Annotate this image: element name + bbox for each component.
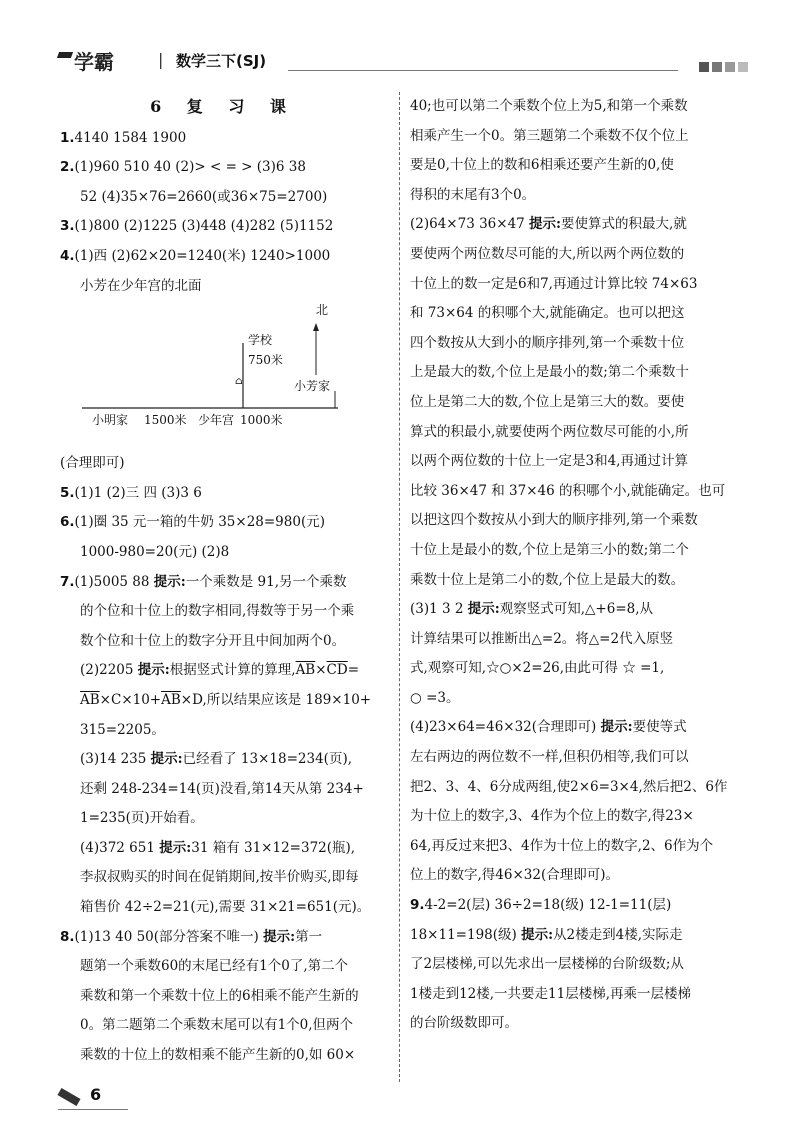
distance-1500-label: 1500米 <box>144 413 187 428</box>
answer-8-2: (2)64×73 36×47 提示:要使算式的积最大,就 <box>410 216 687 233</box>
answer-6: 6.(1)圈 35 元一箱的牛奶 35×28=980(元) <box>60 514 325 531</box>
youth-palace-label: 少年宫 <box>198 413 235 428</box>
answer-8-2-cont: 比较 36×47 和 37×46 的积哪个小,就能确定。也可 <box>410 482 726 499</box>
answer-7-3-cont: 1=235(页)开始看。 <box>80 810 204 827</box>
answer-9-cont: 的台阶级数即可。 <box>410 1015 518 1032</box>
page-number: 6 <box>90 1085 102 1104</box>
brand-logo: 学霸 <box>58 46 114 75</box>
answer-8-1-cont: 相乘产生一个0。第三题第二个乘数不仅个位上 <box>410 127 689 144</box>
left-column <box>60 92 386 1071</box>
answer-8-1-cont: 乘数和第一个乘数十位上的6相乘不能产生新的 <box>80 987 359 1004</box>
answer-7-4-cont: 箱售价 42÷2=21(元),需要 31×21=651(元)。 <box>80 899 371 916</box>
answer-8-4-cont: 左右两边的两位数不一样,但积仍相等,我们可以 <box>410 749 689 766</box>
answer-7-2-cont: 315=2205。 <box>80 721 165 738</box>
book-title: 数学三下(SJ) <box>176 52 267 70</box>
answer-8-3-cont: 式,观察可知,☆○×2=26,由此可得 ☆ =1, <box>410 660 665 677</box>
youth-palace-icon: ⌂ <box>235 376 243 388</box>
answer-7-3: (3)14 235 提示:已经看了 13×18=234(页), <box>80 751 353 768</box>
answer-8-4-cont: 64,再反过来把3、4作为十位上的数字,2、6作为个 <box>410 837 714 854</box>
answer-8-2-cont: 以两个两位数的十位上一定是3和4,再通过计算 <box>410 453 688 470</box>
answer-8-4-cont: 为十位上的数字,3、4作为个位上的数字,得23× <box>410 808 694 825</box>
distance-1000-label: 1000米 <box>240 413 283 428</box>
header-separator: | <box>158 50 164 69</box>
header-squares-decoration <box>699 62 748 72</box>
answer-8-1-cont: 要是0,十位上的数和6相乘还要产生新的0,使 <box>410 157 674 174</box>
school-label: 学校 <box>248 333 273 348</box>
answer-9-cont: 了2层楼梯,可以先求出一层楼梯的台阶级数;从 <box>410 956 684 973</box>
answer-6-cont: 1000-980=20(元) (2)8 <box>80 543 230 560</box>
answer-8-1-cont: 40;也可以第二个乘数个位上为5,和第一个乘数 <box>410 98 688 114</box>
answer-8-1-cont: 乘数的十位上的数相乘不能产生新的0,如 60× <box>80 1047 356 1064</box>
answer-8-4-cont: 把2、3、4、6分成两组,使2×6=3×4,然后把2、6作 <box>410 778 728 795</box>
answer-8-2-cont: 算式的积最小,就要使两个两位数尽可能的小,所 <box>410 423 689 440</box>
answer-1: 1.4140 1584 1900 <box>60 129 187 146</box>
answer-8-4-cont: 位上的数字,得46×32(合理即可)。 <box>410 867 619 884</box>
answer-7-3-cont: 还剩 248-234=14(页)没看,第14天从第 234+ <box>80 780 364 797</box>
answer-7-1: 7.(1)5005 88 提示:一个乘数是 91,另一个乘数 <box>60 573 347 590</box>
xiaoming-home-label: 小明家 <box>92 413 129 428</box>
answer-7-2-cont: $\overline{AB}\times C\times 10+\overline{AB}\times D$,所以结果应该是 189×10+ <box>80 691 372 708</box>
answer-4-cont: 小芳在少年宫的北面 <box>80 277 202 294</box>
answer-8-2-cont: 以把这四个数按从小到大的顺序排列,第一个乘数 <box>410 512 698 529</box>
answer-8-1: 8.(1)13 40 50(部分答案不唯一) 提示:第一 <box>60 928 323 945</box>
answer-8-2-cont: 上是最大的数,个位上是最小的数;第二个乘数十 <box>410 364 689 381</box>
answer-8-3-cont: 计算结果可以推断出△=2。将△=2代入原竖 <box>410 630 674 647</box>
answer-9-cont: 1楼走到12楼,一共要走11层楼梯,再乘一层楼梯 <box>410 985 692 1002</box>
answer-2-cont: 52 (4)35×76=2660(或36×75=2700) <box>80 188 328 205</box>
answer-9-cont: 18×11=198(级) 提示:从2楼走到4楼,实际走 <box>410 926 683 943</box>
answer-7-2: (2)2205 提示:根据竖式计算的算理$,\overline{AB}\times\overline{CD}=$ <box>80 662 360 679</box>
pen-icon <box>57 1088 80 1106</box>
column-divider <box>399 92 400 1082</box>
answer-8-3: (3)1 3 2 提示:观察竖式可知,△+6=8,从 <box>410 601 654 618</box>
answer-8-1-cont: 题第一个乘数60的末尾已经有1个0了,第二个 <box>80 958 349 975</box>
graduation-cap-icon <box>57 52 73 58</box>
answer-5: 5.(1)1 (2)三 四 (3)3 6 <box>60 484 202 501</box>
answer-7-4: (4)372 651 提示:31 箱有 31×12=372(瓶), <box>80 839 356 856</box>
answer-8-2-cont: 要使两个两位数尽可能的大,所以两个两位数的 <box>410 245 685 262</box>
answer-8-1-cont: 得积的末尾有3个0。 <box>410 186 536 203</box>
answer-8-2-cont: 十位上的数一定是6和7,再通过计算比较 74×63 <box>410 275 698 292</box>
answer-7-1-cont: 的个位和十位上的数字相同,得数等于另一个乘 <box>80 603 355 620</box>
answer-8-4: (4)23×64=46×32(合理即可) 提示:要使等式 <box>410 719 687 736</box>
location-diagram <box>80 301 386 449</box>
answer-4: 4.(1)西 (2)62×20=1240(米) 1240>1000 <box>60 247 331 264</box>
answer-7-4-cont: 李叔叔购买的时间在促销期间,按半价购买,即每 <box>80 869 359 886</box>
xiaofang-home-label: 小芳家 <box>294 379 331 394</box>
section-title: 6 复 习 课 <box>150 97 296 116</box>
footer-rule <box>58 1109 128 1110</box>
answer-8-2-cont: 四个数按从大到小的顺序排列,第一个乘数十位 <box>410 334 685 351</box>
answer-8-2-cont: 十位上是最小的数,个位上是第三小的数;第二个 <box>410 541 689 558</box>
answer-8-3-cont: ○ =3。 <box>410 689 460 706</box>
answer-7-1-cont: 数个位和十位上的数字分开且中间加两个0。 <box>80 632 346 649</box>
answer-2: 2.(1)960 510 40 (2)> < = > (3)6 38 <box>60 159 306 176</box>
north-label: 北 <box>316 303 329 318</box>
distance-750-label: 750米 <box>248 353 283 368</box>
answer-3: 3.(1)800 (2)1225 (3)448 (4)282 (5)1152 <box>60 218 334 235</box>
answer-8-2-cont: 乘数十位上是第二小的数,个位上是最大的数。 <box>410 571 685 588</box>
answer-9: 9.4-2=2(层) 36÷2=18(级) 12-1=11(层) <box>410 897 672 914</box>
answer-8-1-cont: 0。第二题第二个乘数末尾可以有1个0,但两个 <box>80 1017 354 1034</box>
answer-8-2-cont: 位上是第二大的数,个位上是第三大的数。要使 <box>410 393 685 410</box>
page-header <box>58 44 748 78</box>
answer-4-note: (合理即可) <box>60 455 125 472</box>
answer-8-2-cont: 和 73×64 的积哪个大,就能确定。也可以把这 <box>410 305 685 322</box>
header-rule <box>288 70 678 71</box>
right-column <box>410 92 748 1039</box>
page-footer <box>58 1083 138 1113</box>
